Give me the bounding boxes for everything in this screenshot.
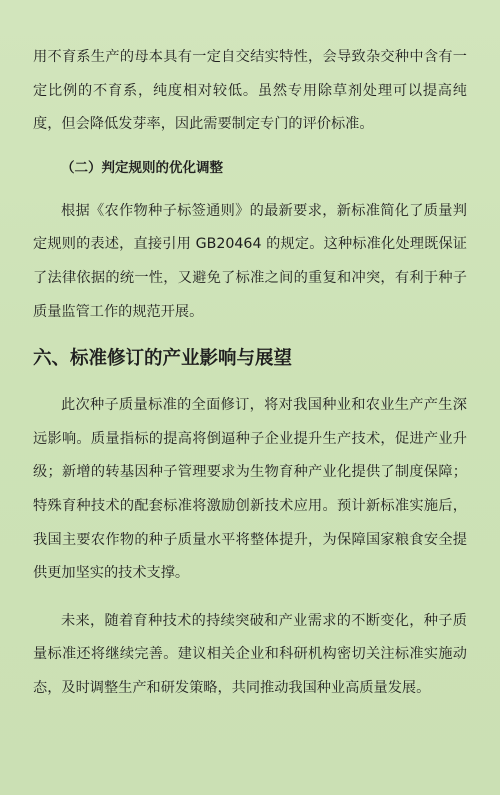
spacer xyxy=(33,185,467,195)
paragraph-continuation: 用不育系生产的母本具有一定自交结实特性，会导致杂交种中含有一定比例的不育系，纯度相对较低。虽然专用除草剂处理可以提高纯度，但会降低发芽率，因此需要制定专门的评价标准。 xyxy=(33,49,467,133)
section-heading-impact: 六、标准修订的产业影响与展望 xyxy=(33,348,293,370)
subheading-rules-adjustment: （二）判定规则的优化调整 xyxy=(61,159,223,176)
spacer xyxy=(33,329,467,339)
paragraph-rules: 根据《农作物种子标签通则》的最新要求，新标准简化了质量判定规则的表述，直接引用 GB20464 的规定。这种标准化处理既保证了法律依据的统一性，又避免了标准之间的重复和冲突，有利于种子质量监管工作的规范开展。 xyxy=(33,202,467,320)
paragraph-future: 未来，随着育种技术的持续突破和产业需求的不断变化，种子质量标准还将继续完善。建议相关企业和科研机构密切关注标准实施动态，及时调整生产和研发策略，共同推动我国种业高质量发展。 xyxy=(33,612,467,696)
paragraph-impact: 此次种子质量标准的全面修订，将对我国种业和农业生产产生深远影响。质量指标的提高将倒逼种子企业提升生产技术，促进产业升级；新增的转基因种子管理要求为生物育种产业化提供了制度保障；特殊育种技术的配套标准将激励创新技术应用。预计新标准实施后，我国主要农作物的种子质量水平将整体提升，为保障国家粮食安全提供更加坚实的技术支撑。 xyxy=(33,397,467,582)
spacer xyxy=(33,379,467,389)
spacer xyxy=(33,142,467,152)
spacer xyxy=(33,591,467,605)
